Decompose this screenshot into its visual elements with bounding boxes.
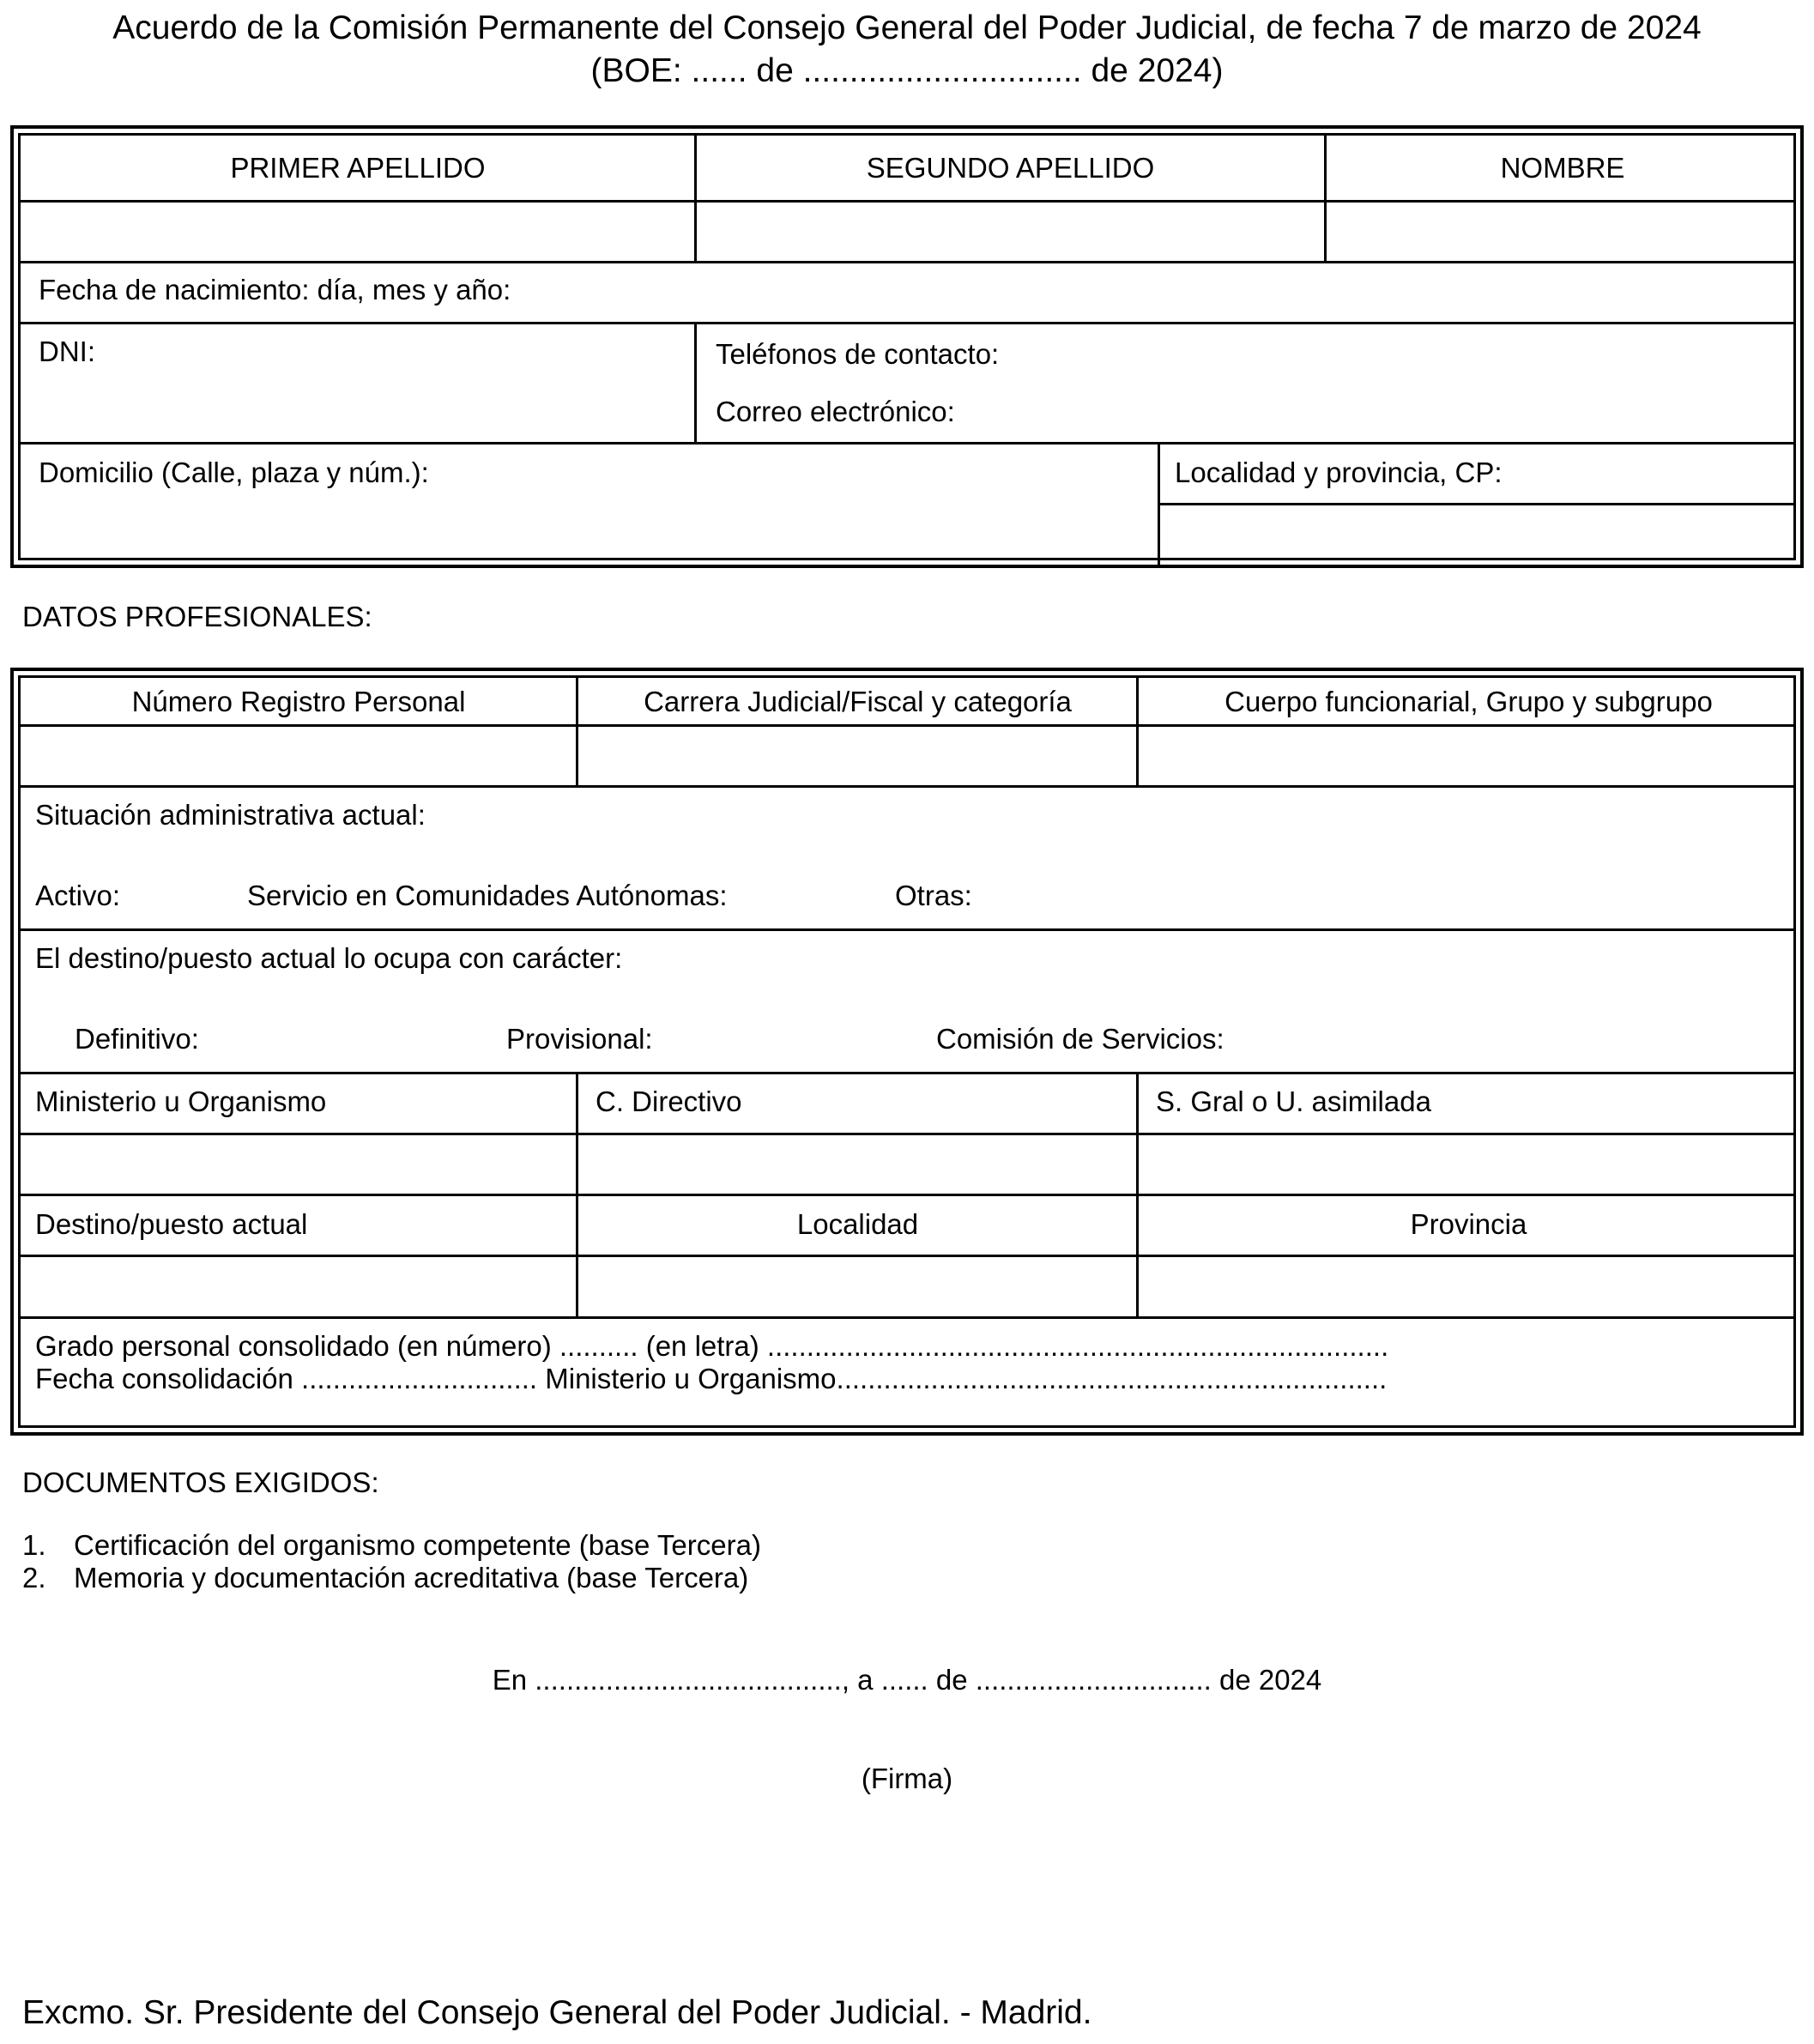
- destino-caracter-label: El destino/puesto actual lo ocupa con carácter:: [35, 942, 623, 974]
- row-divider: [21, 1072, 1793, 1074]
- grado-line: Grado personal consolidado (en número) .......... (en letra) ...............................................................................: [35, 1330, 1389, 1362]
- destino-puesto-field[interactable]: [21, 1257, 577, 1315]
- carrera-label: Carrera Judicial/Fiscal y categoría: [644, 686, 1072, 717]
- list-item: [22, 1529, 761, 1562]
- provincia-field[interactable]: [1139, 1257, 1799, 1315]
- row-divider: [21, 322, 1793, 324]
- localidad-provincia-field[interactable]: [1160, 505, 1799, 564]
- personal-data-table: [10, 125, 1804, 568]
- datos-profesionales-title: DATOS PROFESIONALES:: [22, 601, 372, 632]
- col-divider: [694, 322, 697, 444]
- row-divider: [21, 442, 1793, 444]
- correo-label: Correo electrónico:: [716, 396, 955, 427]
- fecha-nacimiento-label: Fecha de nacimiento: día, mes y año:: [39, 274, 511, 305]
- telefonos-label: Teléfonos de contacto:: [716, 338, 1000, 370]
- professional-data-table: [10, 668, 1804, 1436]
- nrp-label: Número Registro Personal: [131, 686, 466, 717]
- carrera-field[interactable]: [578, 727, 1137, 785]
- nombre-label: NOMBRE: [1500, 152, 1625, 184]
- c-directivo-field[interactable]: [578, 1135, 1137, 1194]
- localidad-label: Localidad: [796, 1208, 919, 1240]
- segundo-apellido-label: SEGUNDO APELLIDO: [866, 152, 1155, 184]
- localidad-field[interactable]: [578, 1257, 1137, 1315]
- row-divider: [21, 261, 1793, 263]
- lugar-fecha-line: En ......................................., a ...... de .............................. de 2024: [492, 1664, 1322, 1696]
- documentos-list: [22, 1529, 761, 1594]
- ministerio-field[interactable]: [21, 1135, 577, 1194]
- situacion-label: Situación administrativa actual:: [35, 799, 426, 831]
- dni-label: DNI:: [39, 336, 95, 367]
- activo-option[interactable]: Activo:: [35, 880, 121, 911]
- nrp-field[interactable]: [21, 727, 577, 785]
- definitivo-option[interactable]: Definitivo:: [75, 1023, 199, 1055]
- list-item-number: 2.: [22, 1562, 46, 1593]
- header-boe-line: (BOE: ...... de .............................. de 2024): [590, 52, 1224, 89]
- primer-apellido-field[interactable]: [21, 203, 695, 261]
- s-gral-field[interactable]: [1139, 1135, 1799, 1194]
- row-divider: [21, 1194, 1793, 1196]
- destinatario-line: Excmo. Sr. Presidente del Consejo General del Poder Judicial. - Madrid.: [22, 1994, 1092, 2031]
- segundo-apellido-field[interactable]: [697, 203, 1324, 261]
- s-gral-label: S. Gral o U. asimilada: [1156, 1085, 1431, 1117]
- list-item: [22, 1562, 761, 1594]
- provincia-label: Provincia: [1410, 1208, 1527, 1240]
- comision-option[interactable]: Comisión de Servicios:: [936, 1023, 1224, 1055]
- ministerio-label: Ministerio u Organismo: [35, 1085, 327, 1117]
- documentos-title: DOCUMENTOS EXIGIDOS:: [22, 1466, 379, 1498]
- firma-label: (Firma): [861, 1763, 953, 1794]
- destino-puesto-label: Destino/puesto actual: [35, 1208, 308, 1240]
- cuerpo-field[interactable]: [1139, 727, 1799, 785]
- provisional-option[interactable]: Provisional:: [506, 1023, 653, 1055]
- list-item-text: Memoria y documentación acreditativa (base Tercera): [74, 1562, 749, 1593]
- servicio-ccaa-option[interactable]: Servicio en Comunidades Autónomas:: [247, 880, 728, 911]
- c-directivo-label: C. Directivo: [596, 1085, 742, 1117]
- row-divider: [21, 1316, 1793, 1319]
- row-divider: [21, 928, 1793, 931]
- cuerpo-label: Cuerpo funcionarial, Grupo y subgrupo: [1224, 686, 1713, 717]
- document-header: [0, 7, 1814, 93]
- localidad-provincia-label: Localidad y provincia, CP:: [1175, 457, 1503, 488]
- otras-option[interactable]: Otras:: [895, 880, 972, 911]
- row-divider: [21, 785, 1793, 788]
- header-title: Acuerdo de la Comisión Permanente del Consejo General del Poder Judicial, de fecha 7 de marzo de 2024: [112, 9, 1702, 46]
- nombre-field[interactable]: [1327, 203, 1799, 261]
- fecha-consolidacion-line: Fecha consolidación .............................. Ministerio u Organismo......................................................................: [35, 1363, 1388, 1394]
- domicilio-label: Domicilio (Calle, plaza y núm.):: [39, 457, 429, 488]
- list-item-number: 1.: [22, 1529, 46, 1561]
- personal-data-inner: [18, 133, 1796, 560]
- list-item-text: Certificación del organismo competente (base Tercera): [74, 1529, 761, 1561]
- professional-data-inner: [18, 675, 1796, 1428]
- primer-apellido-label: PRIMER APELLIDO: [230, 152, 486, 184]
